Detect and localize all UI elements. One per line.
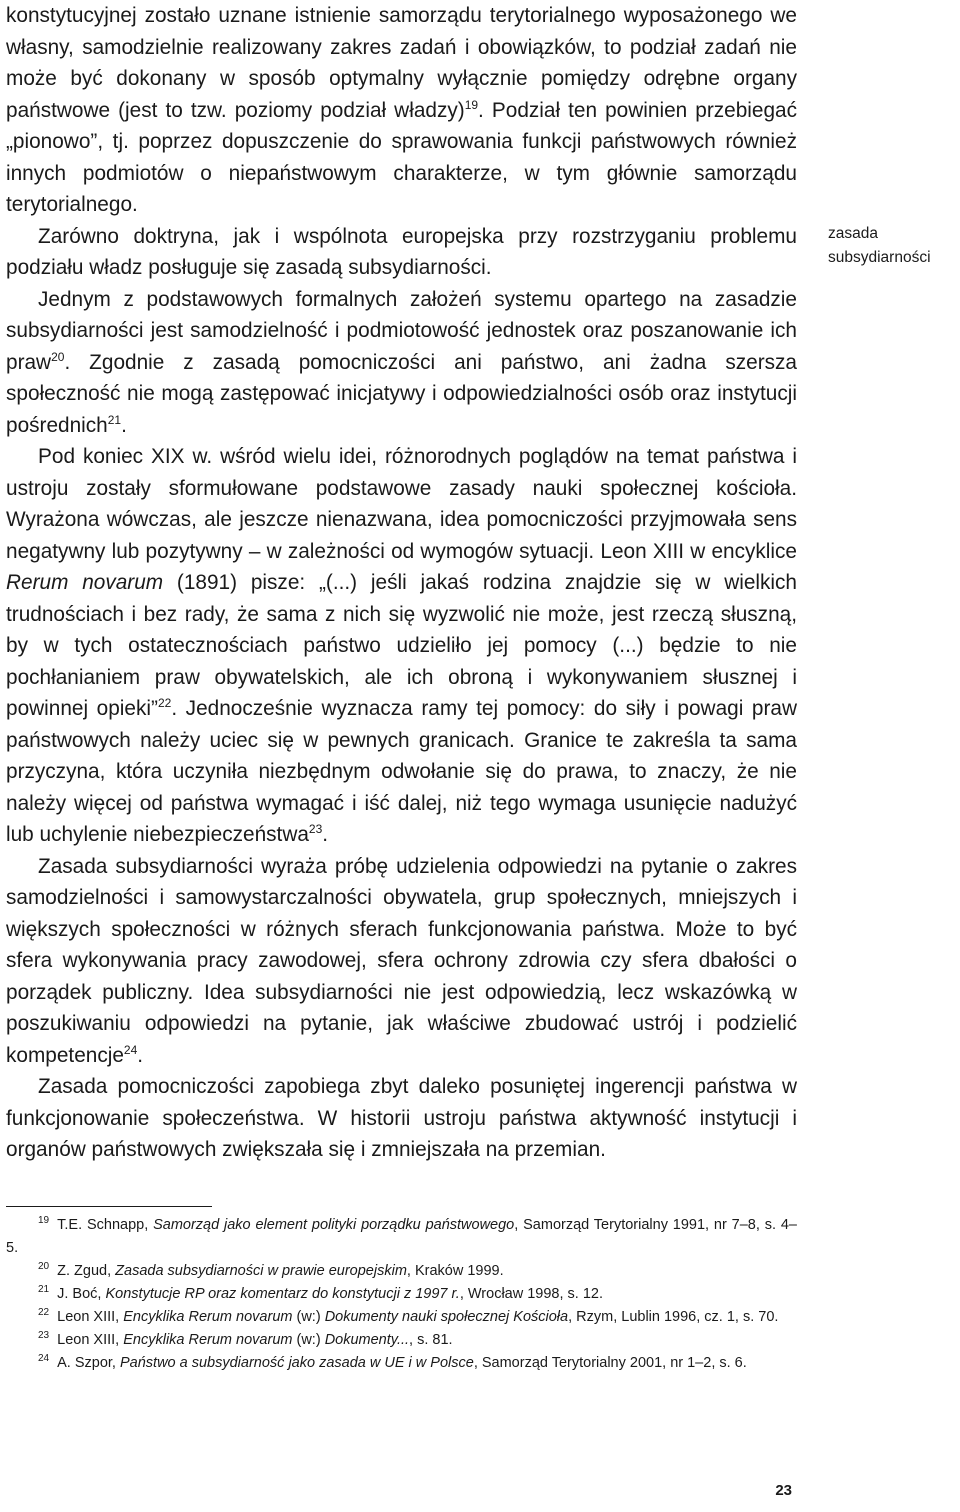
text-run: Zasada pomocniczości zapobiega zbyt daleko posuniętej ingerencji państwa w funkcjonowanie społeczeństwa. W historii ustroju państwa aktywność instytucji i organów państwowych zwiększała się i zmniejszała na przemian. <box>6 1075 797 1161</box>
text-run: , Wrocław 1998, s. 12. <box>459 1286 604 1302</box>
text-run: T.E. Schnapp, <box>57 1217 154 1233</box>
footnote <box>6 1329 797 1352</box>
footnote-number: 22 <box>38 1307 50 1318</box>
main-text <box>6 0 797 1166</box>
body-paragraph <box>6 221 797 284</box>
text-run: . Jednocześnie wyznacza ramy tej pomocy: do siły i powagi praw państwowych należy uciec się w pewnych granicach. Granice te zakreśla ta sama przyczyna, która uczyniła niezbędnym odwołanie się do prawa, to znaczy, że nie należy więcej od państwa wymagać i iść dalej, niż tego wymaga usunięcie nadużyć lub uchylenie niebezpieczeństwa <box>6 697 797 846</box>
italic-text: Zasada subsydiarności w prawie europejskim <box>115 1263 407 1279</box>
text-run: . <box>322 823 329 846</box>
footnote <box>6 1260 797 1283</box>
text-run: , s. 81. <box>409 1332 453 1348</box>
italic-text: Państwo a subsydiarność jako zasada w UE i w Polsce <box>120 1355 474 1371</box>
text-run: (w:) <box>292 1309 325 1325</box>
footnote-separator <box>6 1206 212 1207</box>
text-run: Zarówno doktryna, jak i wspólnota europejska przy rozstrzyganiu problemu podziału władz posługuje się zasadą subsydiarności. <box>6 224 797 279</box>
body-paragraph <box>6 284 797 442</box>
text-run: A. Szpor, <box>57 1355 120 1371</box>
text-run: , Rzym, Lublin 1996, cz. 1, s. 70. <box>568 1309 779 1325</box>
text-run: Jednym z podstawowych formalnych założeń systemu opartego na zasadzie subsydiarności jest samodzielność i podmiotowość jednostek oraz poszanowanie ich praw <box>6 287 797 374</box>
text-run: . Zgodnie z zasadą pomocniczości ani państwo, ani żadna szersza społeczność nie mogą zastępować inicjatywy i odpowiedzialności osób oraz instytucji pośrednich <box>6 350 797 437</box>
footnote-reference: 21 <box>107 412 122 427</box>
text-run: Leon XIII, <box>57 1332 124 1348</box>
footnote-reference: 24 <box>123 1042 138 1057</box>
text-run: . Podział ten powinien przebiegać „pionowo”, tj. poprzez dopuszczenie do sprawowania funkcji państwowych również innych podmiotów o niepaństwowym charakterze, w tym głównie samorządu terytorialnego. <box>6 98 798 216</box>
italic-text: Encyklika Rerum novarum <box>123 1309 293 1325</box>
footnote <box>6 1352 797 1375</box>
footnote <box>6 1306 797 1329</box>
footnote-reference: 22 <box>157 696 172 710</box>
text-run: . <box>137 1043 144 1067</box>
footnote-reference: 19 <box>464 97 479 112</box>
body-paragraph <box>6 1071 797 1166</box>
text-run: konstytucyjnej zostało uznane istnienie samorządu terytorialnego wyposażonego we własny, samodzielnie realizowany zakres zadań i obowiązków, to podział zadań nie może być dokonany w sposób optymalny wyłącznie pomiędzy odrębne organy państwowe (jest to tzw. poziomy podział władzy) <box>6 4 797 122</box>
footnote <box>6 1283 797 1306</box>
text-run: Z. Zgud, <box>57 1263 116 1279</box>
italic-text: Dokumenty... <box>324 1332 410 1348</box>
italic-text: Dokumenty nauki społecznej Kościoła <box>324 1309 569 1325</box>
italic-text: Encyklika Rerum novarum <box>123 1332 293 1348</box>
margin-note-line: zasada <box>828 225 878 242</box>
text-run: J. Boć, <box>57 1286 106 1302</box>
body-paragraph <box>6 0 797 221</box>
footnote-number: 23 <box>38 1330 50 1341</box>
italic-text: Samorząd jako element polityki porządku państwowego <box>153 1217 515 1233</box>
footnote-reference: 20 <box>51 349 65 364</box>
page-number: 23 <box>775 1482 792 1499</box>
body-paragraph <box>6 851 797 1072</box>
footnote <box>6 1214 797 1260</box>
text-run: Pod koniec XIX w. wśród wielu idei, różnorodnych poglądów na temat państwa i ustroju zostały sformułowane podstawowe zasady nauki społecznej kościoła. Wyrażona wówczas, ale jeszcze nienazwana, idea pomocniczości przyjmowała sens negatywny lub pozytywny – w zależności od wymogów sytuacji. Leon XIII w encyklice <box>6 445 797 563</box>
text-run: (1891) pisze: „(...) jeśli jakaś rodzina znajdzie się w wielkich trudnościach i bez rady, że sama z nich się wyzwolić nie może, jest rzeczą słuszną, by w tych ostatecznościach państwo udzieliło jej pomocy (...) będzie to nie pochłanianiem praw obywatelskich, ale ich obroną i wykonywaniem słusznej i powinnej opieki” <box>6 571 798 720</box>
margin-note-line: subsydiarności <box>828 249 931 266</box>
text-run: . <box>121 413 127 437</box>
text-run: , Samorząd Terytorialny 1991, nr 7–8, s. 4–5. <box>6 1217 797 1256</box>
margin-note <box>828 222 960 270</box>
italic-text: Konstytucje RP oraz komentarz do konstytucji z 1997 r. <box>105 1286 460 1302</box>
text-run: Zasada subsydiarności wyraża próbę udzielenia odpowiedzi na pytanie o zakres samodzielności i samowystarczalności obywatela, grup społecznych, mniejszych i większych społeczności w różnych sferach funkcjonowania państwa. Może to być sfera wykonywania pracy zawodowej, sfera ochrony zdrowia czy sfera dbałości o porządek publiczny. Idea subsydiarności nie jest odpowiedzią, lecz wskazówką w poszukiwaniu odpowiedzi na pytanie, jak właściwe zbudować ustrój i podzielić kompetencje <box>6 854 797 1067</box>
body-paragraph <box>6 441 797 851</box>
text-run: , Samorząd Terytorialny 2001, nr 1–2, s. 6. <box>473 1355 747 1371</box>
footnote-reference: 23 <box>308 822 323 836</box>
footnote-number: 19 <box>38 1215 50 1226</box>
text-run: , Kraków 1999. <box>406 1263 504 1279</box>
footnote-number: 20 <box>38 1261 50 1272</box>
text-run: (w:) <box>292 1332 325 1348</box>
footnotes <box>6 1214 797 1375</box>
text-run: Leon XIII, <box>57 1309 124 1325</box>
footnote-number: 21 <box>38 1284 50 1295</box>
footnote-number: 24 <box>38 1353 50 1364</box>
italic-text: Rerum novarum <box>6 571 164 594</box>
